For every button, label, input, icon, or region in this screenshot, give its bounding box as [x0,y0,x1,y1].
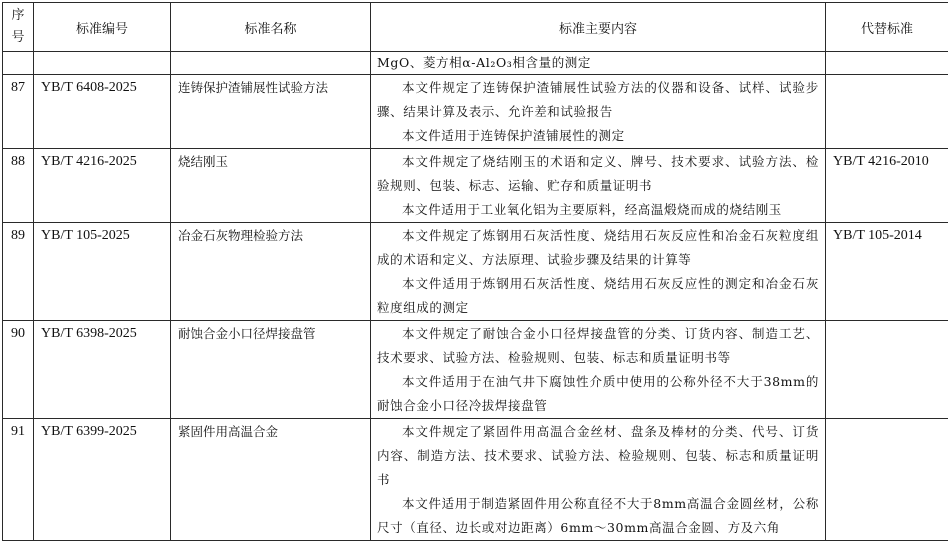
standard-code: YB/T 4216-2025 [34,149,171,223]
header-code: 标准编号 [34,3,171,52]
standard-content [371,321,826,419]
table-row [3,223,949,321]
table-row [3,75,949,149]
standard-content [371,419,826,541]
row-number: 88 [3,149,34,223]
standard-name: 耐蚀合金小口径焊接盘管 [171,321,371,419]
table-row [3,149,949,223]
header-content: 标准主要内容 [371,3,826,52]
standard-content [371,223,826,321]
content-scope: 本文件规定了耐蚀合金小口径焊接盘管的分类、订货内容、制造工艺、技术要求、试验方法、检验规则、包装、标志和质量证明书等 [377,326,819,365]
standards-table-page [2,2,948,541]
table-header-row [3,3,949,52]
header-seq [3,3,34,52]
replaced-standard: YB/T 4216-2010 [826,149,949,223]
row-number: 89 [3,223,34,321]
header-replaces: 代替标准 [826,3,949,52]
continuation-content: MgO、菱方相α-Al₂O₃相含量的测定 [371,52,826,75]
replaced-standard [826,75,949,149]
content-applicability: 本文件适用于工业氧化铝为主要原料，经高温煅烧而成的烧结刚玉 [402,202,782,217]
standard-code: YB/T 105-2025 [34,223,171,321]
standard-name: 紧固件用高温合金 [171,419,371,541]
row-number: 87 [3,75,34,149]
standard-name: 冶金石灰物理检验方法 [171,223,371,321]
standard-content [371,75,826,149]
continuation-row [3,52,949,75]
content-applicability: 本文件适用于炼钢用石灰活性度、烧结用石灰反应性的测定和冶金石灰粒度组成的测定 [377,276,819,315]
table-row [3,419,949,541]
table-row [3,321,949,419]
replaced-standard [826,321,949,419]
content-scope: 本文件规定了紧固件用高温合金丝材、盘条及棒材的分类、代号、订货内容、制造方法、技术要求、试验方法、检验规则、包装、标志和质量证明书 [377,424,819,487]
content-applicability: 本文件适用于在油气井下腐蚀性介质中使用的公称外径不大于38mm的耐蚀合金小口径冷拔焊接盘管 [377,374,819,413]
row-number: 91 [3,419,34,541]
row-number: 90 [3,321,34,419]
standard-code: YB/T 6408-2025 [34,75,171,149]
standards-table [2,2,948,541]
content-applicability: 本文件适用于制造紧固件用公称直径不大于8mm高温合金圆丝材，公称尺寸（直径、边长或对边距离）6mm～30mm高温合金圆、方及六角 [377,496,819,535]
header-name: 标准名称 [171,3,371,52]
standard-code: YB/T 6399-2025 [34,419,171,541]
replaced-standard: YB/T 105-2014 [826,223,949,321]
header-seq-label: 序号 [11,8,25,45]
content-scope: 本文件规定了烧结刚玉的术语和定义、牌号、技术要求、试验方法、检验规则、包装、标志、运输、贮存和质量证明书 [377,154,819,193]
standard-code: YB/T 6398-2025 [34,321,171,419]
standard-name: 烧结刚玉 [171,149,371,223]
standard-content [371,149,826,223]
content-scope: 本文件规定了炼钢用石灰活性度、烧结用石灰反应性和冶金石灰粒度组成的术语和定义、方法原理、试验步骤及结果的计算等 [377,228,819,267]
content-scope: 本文件规定了连铸保护渣铺展性试验方法的仪器和设备、试样、试验步骤、结果计算及表示、允许差和试验报告 [377,80,819,119]
content-applicability: 本文件适用于连铸保护渣铺展性的测定 [402,128,625,143]
standard-name: 连铸保护渣铺展性试验方法 [171,75,371,149]
replaced-standard [826,419,949,541]
